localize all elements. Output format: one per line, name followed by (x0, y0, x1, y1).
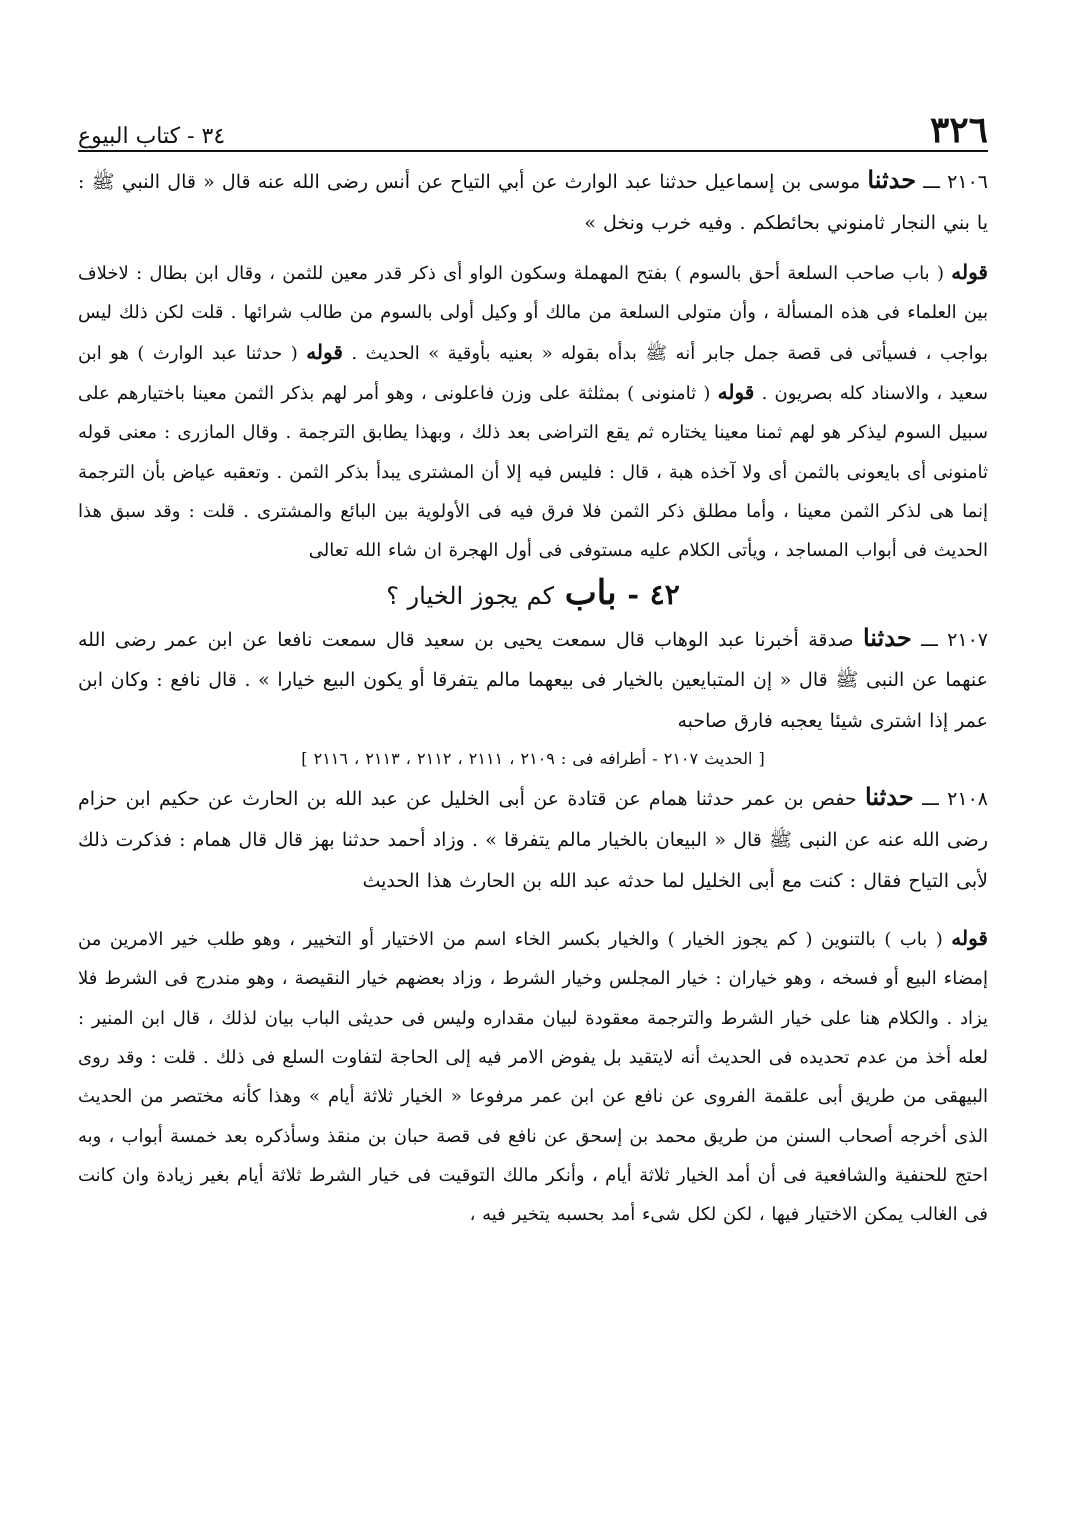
chapter-dash: - (627, 577, 639, 611)
commentary-block-2 (78, 919, 988, 1234)
hadith-cross-references: [ الحديث ٢١٠٧ - أطرافه فى : ٢١٠٩ ، ٢١١١ ، ٢١١٢ ، ٢١١٣ ، ٢١١٦ ] (301, 749, 765, 769)
hadith-2107 (78, 618, 988, 742)
commentary-text: ( باب صاحب السلعة أحق بالسوم ) بفتح المهملة وسكون الواو أى ذكر قدر معين للثمن ، وقال ابن بطال : لاخلاف بين العلماء فى هذه المسألة ، وأن متولى السلعة من مالك أو وكيل أولى بالسوم من طالب شرائها . قلت لكن ذلك ليس بواجب ، فسيأتى فى قصة جمل جابر أنه ﷺ بدأه بقوله « بعنيه بأوقية » الحديث . (78, 263, 988, 364)
commentary-text: ( حدثنا عبد الوارث ) هو ابن سعيد ، والاسناد كله بصريون . (78, 342, 989, 405)
commentary-text: ( باب ) بالتنوين ( كم يجوز الخيار ) والخيار بكسر الخاء اسم من الاختيار أو التخيير ، وهو طلب خير الامرين من إمضاء البيع أو فسخه ، وهو خياران : خيار المجلس وخيار الشرط ، وزاد بعضهم خيار النقيصة ، وهو مندرج فى الشرط فلا يزاد . والكلام هنا على خيار الشرط والترجمة معقودة لبيان مقداره وليس فى حديثى الباب بيان لذلك ، قال ابن المنير : لعله أخذ من عدم تحديده فى الحديث أنه لايتقيد بل يفوض الامر فيه إلى الحاجة لتفاوت السلع فى ذلك . قلت : وقد روى البيهقى من طريق أبى علقمة الفروى عن نافع عن ابن عمر مرفوعا « الخيار ثلاثة أيام » وهذا كأنه مختصر من الحديث الذى أخرجه أصحاب السنن من طريق محمد بن إسحق عن نافع فى قصة حبان بن منقذ وسأذكره بعد خمسة أبواب ، وبه احتج للحنفية والشافعية فى أن أمد الخيار ثلاثة أيام ، وأنكر مالك التوقيت فى خيار الشرط ثلاثة أيام بغير زيادة وان كانت فى الغالب يمكن الاختيار فيها ، لكن لكل شىء أمد بحسبه يتخير فيه ، (78, 929, 988, 1226)
hadith-intro: حدثنا (862, 622, 912, 652)
hadith-intro: حدثنا (865, 782, 914, 812)
page-body (78, 160, 988, 1235)
commentary-lead: قوله (951, 260, 988, 285)
chapter-heading (78, 571, 988, 618)
hadith-text: موسى بن إسماعيل حدثنا عبد الوارث عن أبي التياح عن أنس رضى الله عنه قال « قال النبي ﷺ : يا بني النجار ثامنوني بحائطكم . وفيه خرب ونخل » (78, 171, 988, 234)
book-title: ٣٤ - كتاب البيوع (78, 124, 226, 149)
commentary-lead: قوله (306, 339, 343, 364)
page-header (78, 104, 988, 151)
hadith-2108 (78, 777, 988, 901)
commentary-block-1 (78, 253, 988, 570)
hadith-dash: ـــ (922, 788, 939, 811)
chapter-label: باب (564, 572, 617, 613)
commentary-text: ( ثامنونى ) بمثلثة على وزن فاعلونى ، وهو أمر لهم بذكر الثمن معينا باختيارهم على سبيل السوم ليذكر هو لهم ثمنا معينا يختاره ثم يقع التراضى بعد ذلك ، وبهذا يطابق الترجمة . وقال المازرى : معنى قوله ثامنونى أى بايعونى بالثمن أى ولا آخذه هبة ، قال : فليس فيه إلا أن المشترى يبدأ بذكر الثمن . وتعقبه عياض بأن الترجمة إنما هى لذكر الثمن معينا ، وأما مطلق ذكر الثمن فلا فرق فيه فى الأولوية بين البائع والمشترى . قلت : وقد سبق هذا الحديث فى أبواب المساجد ، ويأتى الكلام عليه مستوفى فى أول الهجرة ان شاء الله تعالى (78, 383, 988, 562)
header-rule (78, 150, 988, 152)
chapter-number: ٤٢ (649, 577, 680, 611)
hadith-number: ٢١٠٨ (947, 788, 988, 811)
commentary-lead: قوله (951, 926, 988, 951)
hadith-number: ٢١٠٦ (947, 171, 988, 193)
hadith-text: حفص بن عمر حدثنا همام عن قتادة عن أبى الخليل عن عبد الله بن الحارث عن حكيم ابن حزام رضى الله عنه عن النبى ﷺ قال « البيعان بالخيار مالم يتفرقا » . وزاد أحمد حدثنا بهز قال قال همام : فذكرت ذلك لأبى التياح فقال : كنت مع أبى الخليل لما حدثه عبد الله بن الحارث هذا الحديث (78, 788, 988, 892)
hadith-number: ٢١٠٧ (947, 628, 988, 651)
hadith-dash: ـــ (921, 628, 938, 651)
hadith-text: صدقة أخبرنا عبد الوهاب قال سمعت يحيى بن سعيد قال سمعت نافعا عن ابن عمر رضى الله عنهما عن النبى ﷺ قال « إن المتبايعين بالخيار فى بيعهما مالم يتفرقا أو يكون البيع خيارا » . قال نافع : وكان ابن عمر إذا اشترى شيئا يعجبه فارق صاحبه (78, 628, 988, 732)
hadith-2106 (78, 160, 988, 243)
page-number: ٣٢٦ (929, 109, 988, 151)
chapter-title: كم يجوز الخيار ؟ (386, 581, 554, 610)
commentary-lead: قوله (717, 380, 755, 405)
hadith-dash: ـــ (923, 171, 940, 193)
hadith-intro: حدثنا (867, 165, 917, 194)
